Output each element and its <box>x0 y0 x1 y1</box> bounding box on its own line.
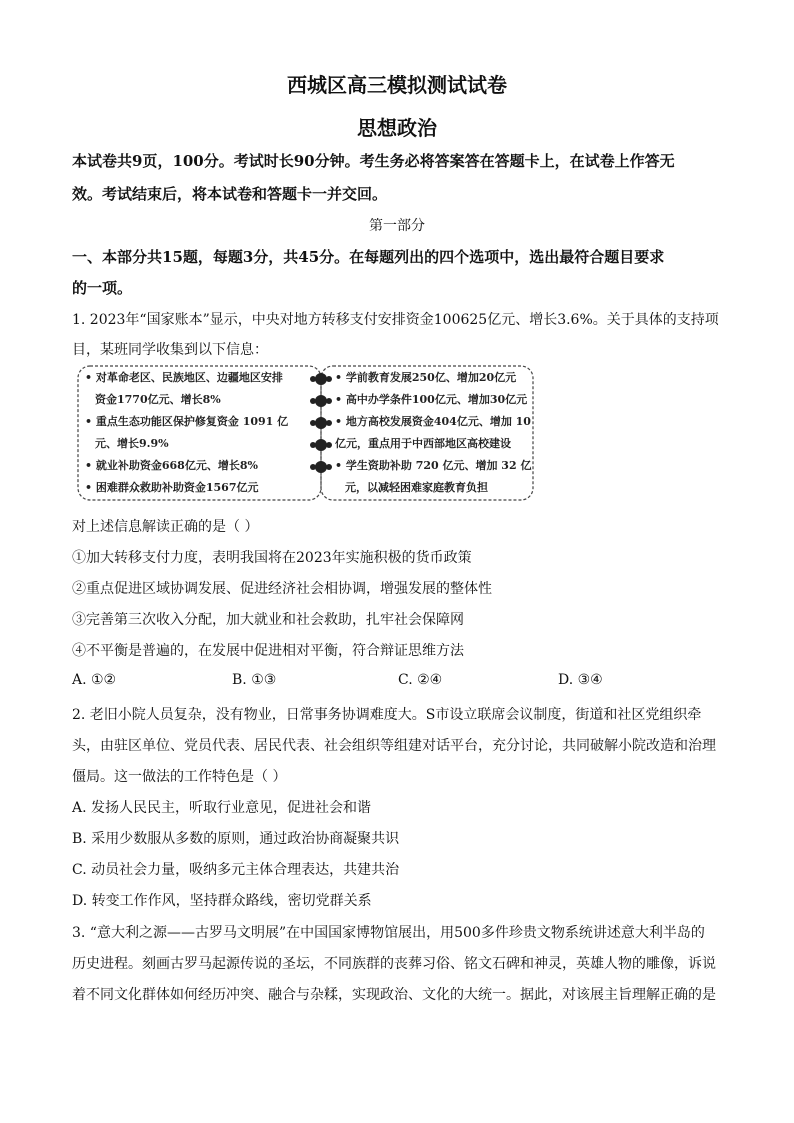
instruction-line-1: 本试卷共9页，100分。考试时长90分钟。考生务必将答案答在答题卡上，在试卷上作答无 <box>72 152 675 170</box>
box-left-line: • 对革命老区、民族地区、边疆地区安排 <box>85 371 283 384</box>
q2-stem-line-3: 僵局。这一做法的工作特色是（ ） <box>72 769 287 785</box>
part-intro-line-2: 的一项。 <box>72 279 133 297</box>
q1-statement-4: ④不平衡是普遍的，在发展中促进相对平衡，符合辩证思维方法 <box>72 643 464 659</box>
q1-option-d[interactable]: D. ③④ <box>558 672 603 688</box>
box-right-line: 元，以减轻困难家庭教育负担 <box>345 481 488 494</box>
q1-info-box <box>77 365 534 501</box>
box-right-line: • 地方高校发展资金404亿元、增加 10 <box>335 415 531 428</box>
q2-stem-line-1: 2. 老旧小院人员复杂，没有物业，日常事务协调难度大。S市设立联席会议制度，街道和社区党组织牵 <box>72 707 702 723</box>
box-left-line: • 困难群众救助补助资金1567亿元 <box>85 481 259 494</box>
box-right-line: 亿元，重点用于中西部地区高校建设 <box>335 437 511 450</box>
q1-statement-1: ①加大转移支付力度，表明我国将在2023年实施积极的货币政策 <box>72 550 472 566</box>
q1-stem-line-2: 目，某班同学收集到以下信息： <box>72 342 268 358</box>
box-left-list <box>85 367 288 499</box>
q2-option-c[interactable]: C. 动员社会力量，吸纳多元主体合理表达，共建共治 <box>72 862 400 878</box>
q2-option-b[interactable]: B. 采用少数服从多数的原则，通过政治协商凝聚共识 <box>72 831 400 847</box>
q1-option-c[interactable]: C. ②④ <box>398 672 443 688</box>
q3-stem-line-3: 着不同文化群体如何经历冲突、融合与杂糅，实现政治、文化的大统一。据此，对该展主旨理解正确的是 <box>72 987 716 1003</box>
q1-statement-3: ③完善第三次收入分配，加大就业和社会救助，扎牢社会保障网 <box>72 612 464 628</box>
box-left-line: 资金1770亿元、增长8% <box>95 393 221 406</box>
part-intro-line-1: 一、本部分共15题，每题3分，共45分。在每题列出的四个选项中，选出最符合题目要求 <box>72 248 665 266</box>
q1-options <box>72 672 732 692</box>
subject-title: 思想政治 <box>357 116 437 140</box>
q2-stem-line-2: 头，由驻区单位、党员代表、居民代表、社会组织等组建对话平台，充分讨论，共同破解小院改造和治理 <box>72 738 716 754</box>
q1-statement-2: ②重点促进区域协调发展、促进经济社会相协调，增强发展的整体性 <box>72 581 492 597</box>
box-right-line: • 高中办学条件100亿元、增加30亿元 <box>335 393 528 406</box>
q1-option-b[interactable]: B. ①③ <box>232 672 277 688</box>
box-left-line: 元、增长9.9% <box>95 437 169 450</box>
q2-option-a[interactable]: A. 发扬人民民主，听取行业意见，促进社会和谐 <box>72 800 372 816</box>
part-title: 第一部分 <box>369 218 425 234</box>
box-left-line: • 就业补助资金668亿元、增长8% <box>85 459 258 472</box>
box-right-line: • 学前教育发展250亿、增加20亿元 <box>335 371 517 384</box>
q3-stem-line-2: 历史进程。刻画古罗马起源传说的圣坛，不同族群的丧葬习俗、铭文石碑和神灵，英雄人物的雕像，诉说 <box>72 956 716 972</box>
box-left-line: • 重点生态功能区保护修复资金 1091 亿 <box>85 415 289 428</box>
exam-title: 西城区高三模拟测试试卷 <box>287 73 507 97</box>
box-right-line: • 学生资助补助 720 亿元、增加 32 亿 <box>335 459 532 472</box>
q1-stem-line-1: 1. 2023年“国家账本”显示，中央对地方转移支付安排资金100625亿元、增长3.6%。关于具体的支持项 <box>72 312 719 328</box>
instruction-line-2: 效。考试结束后，将本试卷和答题卡一并交回。 <box>72 185 388 203</box>
q3-stem-line-1: 3. “意大利之源——古罗马文明展”在中国国家博物馆展出，用500多件珍贵文物系统讲述意大利半岛的 <box>72 925 705 941</box>
q1-question: 对上述信息解读正确的是（ ） <box>72 519 259 535</box>
q1-option-a[interactable]: A. ①② <box>72 672 117 688</box>
box-right-list <box>335 367 531 499</box>
q2-option-d[interactable]: D. 转变工作作风，坚持群众路线，密切党群关系 <box>72 893 372 909</box>
